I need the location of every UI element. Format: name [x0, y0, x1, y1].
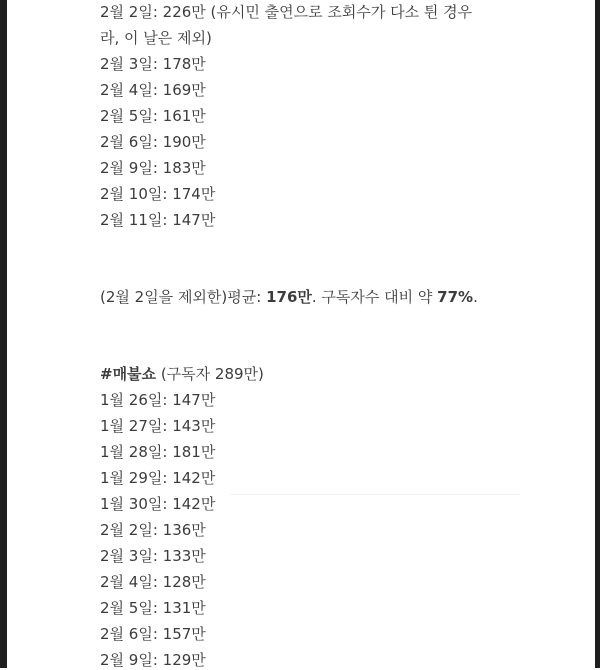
subscriber-count: (구독자 289만): [156, 365, 264, 383]
entry-value: 142만: [172, 469, 216, 487]
entry-date: 1월 29일: [100, 469, 163, 487]
entry-date: 2월 5일: [100, 107, 153, 125]
entry-value: 128만: [162, 573, 206, 591]
list-item: 2월 9일: 183만: [100, 159, 206, 177]
entry-date: 2월 6일: [100, 133, 153, 151]
list-item: 1월 27일: 143만: [100, 417, 216, 435]
list-item: 1월 26일: 147만: [100, 391, 216, 409]
entry-date: 2월 3일: [100, 547, 153, 565]
percentage-value: 77%: [437, 288, 474, 306]
entry-value: 133만: [162, 547, 206, 565]
list-item: 2월 10일: 174만: [100, 185, 216, 203]
entry-date: 1월 30일: [100, 495, 163, 513]
faint-divider: [230, 494, 520, 495]
entry-value: 157만: [162, 625, 206, 643]
partial-line-feb2-cont: 라, 이 날은 제외): [100, 29, 212, 47]
entry-value: 181만: [172, 443, 216, 461]
entry-value: 147만: [172, 391, 216, 409]
entry-value: 131만: [162, 599, 206, 617]
list-item: 2월 6일: 190만: [100, 133, 206, 151]
entry-value: 142만: [172, 495, 216, 513]
entry-date: 2월 5일: [100, 599, 153, 617]
entry-date: 2월 6일: [100, 625, 153, 643]
list-item: 1월 30일: 142만: [100, 495, 216, 513]
entry-date: 1월 28일: [100, 443, 163, 461]
list-item: 2월 11일: 147만: [100, 211, 216, 229]
entry-value: 183만: [162, 159, 206, 177]
entry-date: 2월 3일: [100, 55, 153, 73]
entry-date: 2월 4일: [100, 81, 153, 99]
summary-line: (2월 2일을 제외한)평균: 176만. 구독자수 대비 약 77%.: [100, 288, 478, 306]
entry-value: 161만: [162, 107, 206, 125]
entry-value: 136만: [162, 521, 206, 539]
partial-line-feb2: 2월 2일: 226만 (유시민 출연으로 조회수가 다소 튄 경우: [100, 3, 473, 21]
list-item: 2월 6일: 157만: [100, 625, 206, 643]
list-item: 2월 2일: 136만: [100, 521, 206, 539]
list-item: 1월 28일: 181만: [100, 443, 216, 461]
list-item: 2월 3일: 178만: [100, 55, 206, 73]
entry-date: 2월 9일: [100, 651, 153, 669]
entry-date: 2월 10일: [100, 185, 163, 203]
list-item: 2월 4일: 128만: [100, 573, 206, 591]
list-item: 2월 3일: 133만: [100, 547, 206, 565]
entry-value: 143만: [172, 417, 216, 435]
entry-value: 169만: [162, 81, 206, 99]
entry-value: 190만: [162, 133, 206, 151]
list-item: 2월 4일: 169만: [100, 81, 206, 99]
right-frame-edge: [595, 0, 600, 668]
hashtag: #매불쇼: [100, 365, 157, 383]
entry-date: 2월 11일: [100, 211, 163, 229]
entry-date: 2월 9일: [100, 159, 153, 177]
entry-value: 178만: [162, 55, 206, 73]
average-value: 176만: [266, 288, 312, 306]
entry-date: 2월 4일: [100, 573, 153, 591]
entry-value: 147만: [172, 211, 216, 229]
list-item: 2월 5일: 131만: [100, 599, 206, 617]
entry-date: 1월 27일: [100, 417, 163, 435]
list-item: 2월 9일: 129만: [100, 651, 206, 669]
entry-date: 2월 2일: [100, 521, 153, 539]
list-item: 1월 29일: 142만: [100, 469, 216, 487]
entry-value: 129만: [162, 651, 206, 669]
entry-value: 174만: [172, 185, 216, 203]
hashtag-heading: [100, 364, 264, 384]
list-item: 2월 5일: 161만: [100, 107, 206, 125]
left-frame-edge: [0, 0, 7, 668]
entry-date: 1월 26일: [100, 391, 163, 409]
